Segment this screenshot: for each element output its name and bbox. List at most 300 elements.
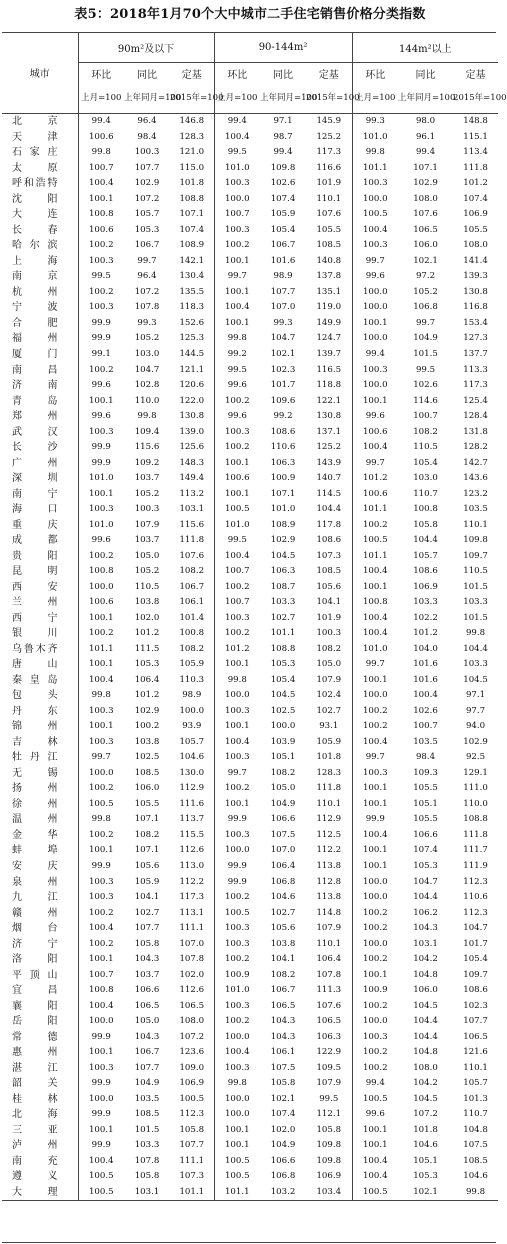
index-value: 121.6 [463,1047,488,1058]
index-value: 121.0 [170,145,214,161]
index-value: 125.6 [170,440,214,456]
index-value: 100.0 [224,1093,250,1104]
index-value: 100.1 [224,488,250,499]
city-name: 安庆 [2,859,78,875]
index-value: 100.1 [88,612,114,623]
index-value: 106.7 [134,240,160,251]
sub-header-label: 环比 [91,69,112,81]
index-value: 130.8 [170,409,214,425]
index-value: 99.7 [227,271,247,282]
table-row [2,983,498,999]
index-value: 100.0 [88,1016,114,1027]
index-value: 102.0 [270,1124,296,1135]
index-value: 99.7 [91,752,111,763]
index-value: 107.3 [306,548,352,564]
sub-header-base: 上年同月=100 [260,83,306,114]
index-value: 125.3 [170,331,214,347]
index-value: 105.1 [270,752,296,763]
index-value: 100.9 [224,969,250,980]
city-name: 哈尔滨 [2,238,78,254]
index-value: 115.1 [463,131,488,142]
table-row [2,657,498,673]
index-value: 97.1 [273,116,293,127]
index-value: 100.1 [362,581,388,592]
index-value: 100.0 [362,302,388,313]
city-name: 青岛 [2,393,78,409]
sub-header-base: 2015年=100 [170,83,214,114]
index-value: 100.6 [362,426,388,437]
index-value: 101.6 [413,674,438,685]
index-value: 111.8 [306,781,352,797]
index-value: 104.7 [413,876,438,887]
table-row [2,409,498,425]
index-value: 102.5 [270,705,296,716]
index-value: 111.9 [463,861,488,871]
table-row [2,548,498,564]
index-value: 100.0 [224,690,250,701]
index-value: 100.1 [362,861,388,871]
table-row [2,533,498,549]
index-value: 112.9 [306,812,352,828]
table-row [2,905,498,921]
index-value: 116.5 [306,362,352,378]
table-row [2,1169,498,1185]
index-value: 99.6 [227,411,247,422]
index-value: 100.2 [88,783,114,794]
index-value: 113.2 [170,486,214,502]
index-value: 101.0 [224,985,250,996]
city-name: 南京 [2,269,78,285]
index-value: 110.1 [463,1062,488,1073]
index-value: 110.6 [463,892,488,903]
sub-header-base: 上年同月=100 [398,83,453,114]
index-value: 99.9 [91,333,111,344]
index-value: 106.8 [413,302,438,313]
index-value: 106.8 [270,876,296,887]
sub-header-base: 2015年=100 [453,83,498,114]
index-value: 107.7 [170,1138,214,1154]
table-row [2,564,498,580]
index-value: 105.7 [170,735,214,751]
city-name: 武汉 [2,424,78,440]
index-value: 100.0 [362,938,388,949]
index-value: 101.2 [224,643,250,654]
index-value: 100.1 [88,488,114,499]
index-value: 99.9 [365,814,385,825]
index-value: 109.3 [413,767,438,778]
index-value: 106.7 [134,1047,160,1058]
index-value: 112.2 [306,843,352,859]
city-name: 吉林 [2,735,78,751]
index-value: 103.5 [134,1093,160,1104]
table-row [2,285,498,301]
index-value: 103.5 [463,504,488,515]
index-value: 100.1 [224,1140,250,1151]
index-value: 108.2 [170,564,214,580]
index-value: 108.6 [463,985,488,996]
index-value: 100.5 [224,1171,250,1182]
index-value: 100.5 [224,907,250,918]
index-value: 107.1 [134,814,160,825]
index-value: 107.7 [134,1062,160,1073]
index-value: 105.8 [413,519,438,530]
index-value: 99.6 [365,411,385,422]
city-name: 秦皇岛 [2,673,78,689]
index-value: 105.8 [134,938,160,949]
index-value: 103.0 [413,473,438,484]
city-name: 泉州 [2,874,78,890]
index-value: 103.7 [134,535,160,546]
city-name: 上海 [2,254,78,270]
index-value: 103.7 [134,473,160,484]
index-value: 135.5 [170,285,214,301]
index-value: 100.2 [88,240,114,251]
index-value: 104.4 [413,892,438,903]
city-name: 济宁 [2,936,78,952]
index-value: 100.3 [88,1062,114,1073]
index-value: 107.8 [134,1155,160,1166]
index-value: 100.7 [413,721,438,732]
index-value: 102.3 [270,364,296,375]
city-name: 长沙 [2,440,78,456]
index-value: 108.2 [170,642,214,658]
index-value: 102.9 [134,178,160,189]
index-value: 102.7 [270,612,296,623]
index-value: 124.7 [306,331,352,347]
index-value: 100.0 [270,721,296,732]
index-value: 100.3 [306,626,352,642]
index-value: 100.2 [224,1016,250,1027]
city-name: 海口 [2,502,78,518]
index-value: 100.3 [134,504,160,515]
city-name: 重庆 [2,517,78,533]
index-value: 105.0 [134,550,160,561]
index-value: 107.9 [134,519,160,530]
index-value: 114.5 [306,486,352,502]
index-value: 105.7 [134,209,160,220]
index-value: 100.4 [362,1155,388,1166]
index-value: 99.7 [365,752,385,763]
sub-header-label: 同比 [273,69,294,81]
table-row [2,1107,498,1123]
index-value: 100.1 [224,798,250,809]
index-value: 107.5 [463,1140,488,1151]
index-value: 102.8 [134,380,160,391]
index-value: 100.2 [362,923,388,934]
index-value: 107.7 [134,162,160,173]
index-value: 106.2 [413,907,438,918]
table-row [2,952,498,968]
table-row [2,1138,498,1154]
table-row [2,192,498,208]
index-value: 108.6 [306,533,352,549]
index-value: 149.4 [170,471,214,487]
index-value: 128.3 [306,766,352,782]
index-value: 100.0 [362,380,388,391]
index-value: 100.6 [362,488,388,499]
index-value: 99.8 [227,333,247,344]
index-value: 107.1 [270,488,296,499]
index-value: 111.8 [463,162,488,173]
index-value: 103.0 [134,348,160,359]
table-row [2,1185,498,1201]
index-value: 99.8 [91,147,111,158]
city-name: 呼和浩特 [2,176,78,192]
index-value: 100.9 [362,985,388,996]
city-name: 合肥 [2,316,78,332]
index-value: 143.9 [306,455,352,471]
city-name: 宜昌 [2,983,78,999]
index-value: 101.2 [134,690,160,701]
index-value: 100.1 [88,954,114,965]
table-row [2,579,498,595]
table-row [2,254,498,270]
index-value: 105.6 [306,579,352,595]
city-name: 湛江 [2,1060,78,1076]
index-value: 100.4 [224,550,250,561]
index-value: 105.3 [270,659,296,670]
index-value: 111.5 [134,643,160,654]
index-value: 107.8 [134,302,160,313]
index-value: 100.2 [88,829,114,840]
index-value: 105.5 [413,814,438,825]
index-value: 99.5 [91,271,111,282]
index-value: 100.0 [362,193,388,204]
index-value: 105.2 [134,566,160,577]
index-value: 101.1 [270,628,296,639]
index-value: 105.2 [134,333,160,344]
index-value: 105.8 [306,1123,352,1139]
index-value: 105.8 [134,1171,160,1182]
index-value: 105.5 [306,223,352,239]
index-value: 100.4 [88,1000,114,1011]
index-value: 139.7 [306,347,352,363]
index-value: 100.1 [362,845,388,856]
index-value: 106.7 [270,985,296,996]
index-value: 99.3 [137,317,157,328]
city-name: 乌鲁木齐 [2,642,78,658]
index-value: 100.1 [362,674,388,685]
index-value: 153.4 [463,317,488,328]
index-value: 100.4 [224,302,250,313]
index-value: 120.6 [170,378,214,394]
table-row [2,1029,498,1045]
index-value: 101.2 [134,628,160,639]
index-value: 96.4 [137,116,157,127]
index-value: 100.5 [362,535,388,546]
index-value: 104.1 [134,892,160,903]
index-value: 97.1 [465,690,486,701]
index-value: 105.1 [413,798,438,809]
index-value: 100.2 [88,364,114,375]
city-name: 丹东 [2,704,78,720]
index-value: 94.0 [465,721,486,732]
index-value: 107.2 [134,193,160,204]
index-value: 146.8 [170,114,214,130]
city-name: 北京 [2,114,78,130]
group-header-medium: 90-144m² [214,32,352,63]
index-value: 128.4 [463,411,488,422]
index-value: 104.6 [270,892,296,903]
index-value: 100.4 [88,178,114,189]
index-value: 103.9 [270,736,296,747]
index-value: 101.7 [463,938,488,949]
table-row [2,1014,498,1030]
sub-header-base: 上月=100 [214,83,260,114]
index-value: 101.0 [362,131,388,142]
index-value: 109.8 [306,1138,352,1154]
index-value: 100.2 [362,721,388,732]
index-value: 107.0 [170,936,214,952]
sub-header-label: 定基 [170,63,214,84]
index-value: 140.8 [306,254,352,270]
index-value: 128.3 [170,130,214,146]
index-value: 99.9 [91,1140,111,1151]
index-value: 105.5 [463,224,488,235]
index-value: 107.1 [413,162,438,173]
index-value: 125.2 [306,130,352,146]
index-value: 111.1 [170,921,214,937]
index-value: 99.2 [227,348,247,359]
index-value: 100.3 [88,736,114,747]
index-value: 101.1 [362,162,388,173]
table-row [2,673,498,689]
index-value: 109.5 [306,1060,352,1076]
index-value: 107.2 [413,1109,438,1120]
index-value: 105.2 [413,286,438,297]
index-value: 104.3 [134,1031,160,1042]
index-value: 101.1 [170,1185,214,1201]
group-header-large: 144m²以上 [352,32,498,63]
index-value: 100.0 [362,892,388,903]
index-value: 110.1 [306,797,352,813]
index-value: 100.1 [362,317,388,328]
city-name: 银川 [2,626,78,642]
index-value: 104.6 [170,750,214,766]
table-row [2,393,498,409]
index-value: 100.5 [78,1185,124,1201]
index-value: 118.8 [306,378,352,394]
index-value: 108.0 [413,1062,438,1073]
index-value: 105.3 [134,659,160,670]
table-row [2,486,498,502]
index-value: 102.6 [413,380,438,391]
index-value: 100.4 [413,690,438,701]
index-value: 99.6 [365,1109,385,1120]
city-name: 沈阳 [2,192,78,208]
index-value: 113.0 [170,859,214,875]
index-value: 104.5 [413,1000,438,1011]
index-value: 100.4 [88,1155,114,1166]
city-name: 长春 [2,223,78,239]
sub-header-label: 同比 [137,69,157,81]
index-value: 100.3 [224,752,250,763]
index-value: 107.5 [270,829,296,840]
index-value: 102.6 [413,705,438,716]
index-value: 100.2 [88,550,114,561]
index-value: 113.4 [463,147,488,158]
index-value: 100.3 [224,1000,250,1011]
index-value: 104.5 [270,690,296,701]
index-value: 123.6 [170,1045,214,1061]
index-value: 100.8 [362,597,388,608]
index-value: 99.6 [365,271,385,282]
index-value: 100.0 [362,1016,388,1027]
index-value: 107.4 [170,223,214,239]
index-value: 108.2 [134,829,160,840]
index-value: 100.3 [88,426,114,437]
index-value: 108.5 [306,564,352,580]
index-value: 104.7 [270,333,296,344]
index-value: 110.6 [270,442,296,453]
index-value: 108.8 [170,192,214,208]
index-value: 100.2 [362,1062,388,1073]
index-value: 110.7 [463,1109,488,1120]
index-value: 115.6 [134,442,160,453]
index-value: 100.9 [270,473,296,484]
index-value: 101.2 [362,473,388,484]
sub-header-label: 定基 [465,69,486,81]
table-row [2,719,498,735]
index-value: 105.6 [134,861,160,871]
index-value: 108.5 [306,238,352,254]
index-value: 104.4 [413,1031,438,1042]
index-value: 99.5 [227,364,247,375]
city-column-header: 城市 [2,32,78,114]
index-value: 106.4 [134,674,160,685]
index-value: 100.1 [88,395,114,406]
index-value: 137.8 [306,269,352,285]
index-value: 110.3 [170,673,214,689]
table-row [2,440,498,456]
index-value: 101.0 [362,643,388,654]
index-value: 100.1 [224,286,250,297]
index-value: 104.8 [463,1124,488,1135]
index-value: 100.5 [224,1155,250,1166]
index-value: 100.2 [88,938,114,949]
index-value: 101.1 [88,643,114,654]
city-name: 太原 [2,161,78,177]
city-name: 杭州 [2,285,78,301]
index-value: 100.8 [170,626,214,642]
index-value: 104.7 [134,364,160,375]
index-value: 104.4 [413,535,438,546]
index-value: 102.4 [306,688,352,704]
index-value: 117.8 [306,517,352,533]
index-value: 135.1 [306,285,352,301]
index-value: 103.4 [306,1185,352,1201]
table-row [2,502,498,518]
table-row [2,145,498,161]
index-value: 100.3 [88,255,114,266]
index-value: 104.9 [270,798,296,809]
index-value: 105.3 [413,1171,438,1182]
index-value: 105.4 [270,674,296,685]
table-row [2,998,498,1014]
index-value: 100.4 [88,923,114,934]
index-value: 100.3 [224,923,250,934]
city-name: 徐州 [2,797,78,813]
index-value: 137.7 [463,348,488,359]
index-value: 100.3 [88,504,114,515]
index-value: 112.3 [463,907,488,918]
index-value: 99.8 [227,1078,247,1089]
index-value: 103.8 [134,597,160,608]
index-value: 101.8 [306,750,352,766]
index-value: 108.2 [306,642,352,658]
table-row [2,455,498,471]
table-row [2,843,498,859]
